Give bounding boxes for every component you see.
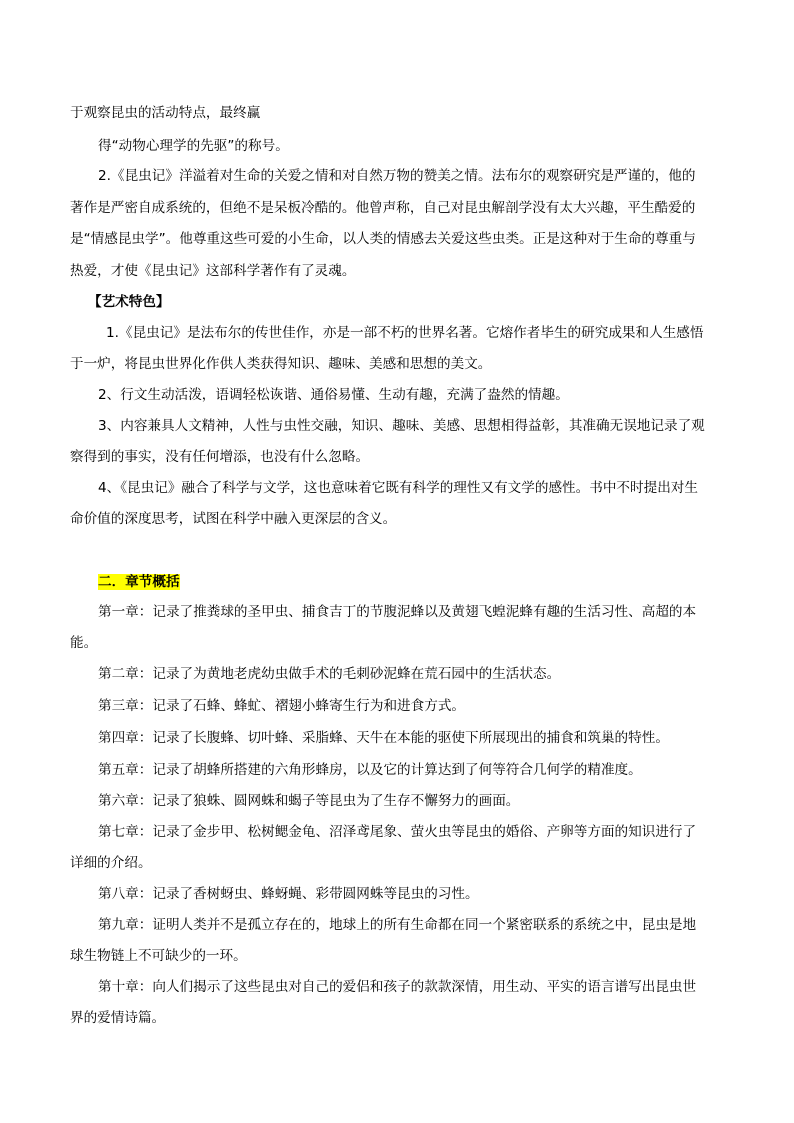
chapter-line: 第四章：记录了长腹蜂、切叶蜂、采脂蜂、天牛在本能的驱使下所展现出的捕食和筑巢的特性。 [98,730,669,746]
art-features-heading: 【艺术特色】 [88,294,170,310]
section-heading [98,572,180,592]
art-point-line: 1.《昆虫记》是法布尔的传世佳作，亦是一部不朽的世界名著。它熔作者毕生的研究成果和人生感悟 [106,325,704,341]
paragraph-line: 是“情感昆虫学”。他尊重这些可爱的小生命，以人类的情感去关爱这些虫类。正是这种对于生命的尊重与 [70,231,696,247]
chapter-line: 第九章：证明人类并不是孤立存在的，地球上的所有生命都在同一个紧密联系的系统之中，昆虫是地 [98,917,697,933]
art-point-line: 于一炉，将昆虫世界化作供人类获得知识、趣味、美感和思想的美文。 [70,356,492,372]
art-point-line: 2、行文生动活泼，语调轻松诙谐、通俗易懂、生动有趣，充满了盎然的情趣。 [98,387,569,403]
chapter-line: 能。 [70,635,98,651]
paragraph-line: 热爱，才使《昆虫记》这部科学著作有了灵魂。 [70,263,356,279]
chapter-line: 第十章：向人们揭示了这些昆虫对自己的爱侣和孩子的款款深情，用生动、平实的语言谱写出昆虫世 [98,979,697,995]
section-heading-text: 二．章节概括 [98,574,180,590]
chapter-line: 第二章：记录了为黄地老虎幼虫做手术的毛刺砂泥蜂在荒石园中的生活状态。 [98,666,561,682]
art-point-line: 3、内容兼具人文精神，人性与虫性交融，知识、趣味、美感、思想相得益彰，其准确无误地记录了观 [98,418,705,434]
chapter-line: 详细的介绍。 [70,855,152,871]
art-point-line: 察得到的事实，没有任何增添，也没有什么忽略。 [70,449,370,465]
chapter-line: 第六章：记录了狼蛛、圆网蛛和蝎子等昆虫为了生存不懈努力的画面。 [98,793,520,809]
chapter-line: 球生物链上不可缺少的一环。 [70,948,247,964]
art-point-line: 命价值的深度思考，试图在科学中融入更深层的含义。 [70,511,397,527]
chapter-line: 第三章：记录了石蜂、蜂虻、褶翅小蜂寄生行为和进食方式。 [98,698,466,714]
chapter-line: 第五章：记录了胡蜂所搭建的六角形蜂房，以及它的计算达到了何等符合几何学的精准度。 [98,762,642,778]
chapter-line: 第七章：记录了金步甲、松树鳃金龟、沼泽鸢尾象、萤火虫等昆虫的婚俗、产卵等方面的知识进行了 [98,824,697,840]
chapter-line: 界的爱情诗篇。 [70,1010,166,1026]
chapter-line: 第八章：记录了香树蚜虫、蜂蚜蝇、彩带圆网蛛等昆虫的习性。 [98,886,479,902]
paragraph-line: 著作是严密自成系统的，但绝不是呆板冷酷的。他曾声称，自己对昆虫解剖学没有太大兴趣，平生酷爱的 [70,200,696,216]
art-point-line: 4、《昆虫记》融合了科学与文学，这也意味着它既有科学的理性又有文学的感性。书中不时提出对生 [98,480,698,496]
paragraph-line: 2.《昆虫记》洋溢着对生命的关爱之情和对自然万物的赞美之情。法布尔的观察研究是严谨的，他的 [98,168,696,184]
intro-line: 于观察昆虫的活动特点，最终赢 [70,105,261,121]
intro-line: 得“动物心理学的先驱”的称号。 [98,138,289,154]
chapter-line: 第一章：记录了推粪球的圣甲虫、捕食吉丁的节腹泥蜂以及黄翅飞蝗泥蜂有趣的生活习性、高超的本 [98,604,697,620]
